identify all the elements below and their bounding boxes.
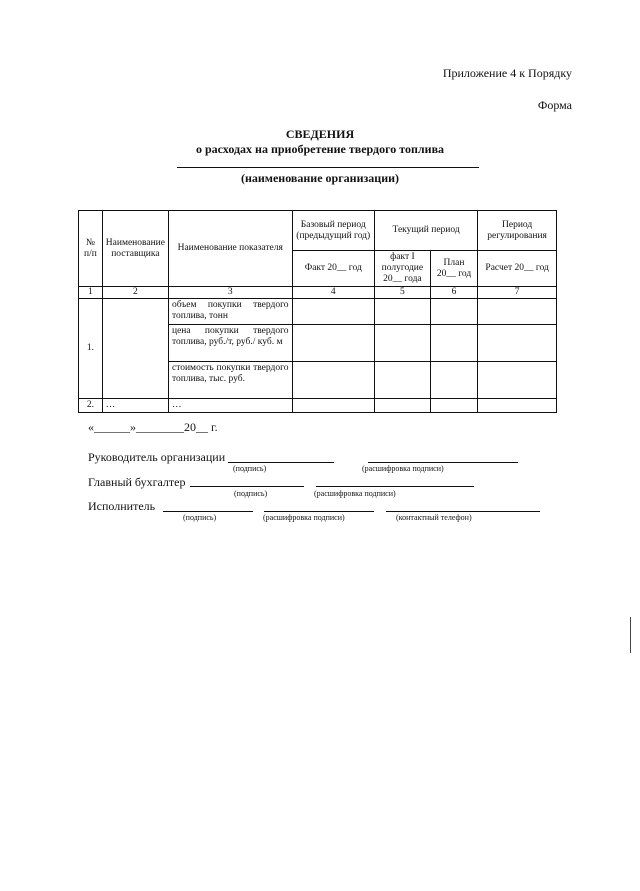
row-2-indicator: … — [168, 399, 292, 413]
indicator-price: цена покупки твердого топлива, руб./т, руб./ куб. м — [168, 325, 292, 362]
accountant-decode-line — [316, 486, 474, 487]
scan-edge-mark — [630, 617, 631, 653]
cell-empty — [292, 299, 374, 325]
header-regulation-period: Период регулирования — [478, 211, 557, 251]
head-sign-caption: (подпись) — [233, 464, 267, 473]
indicator-cost: стоимость покупки твердого топлива, тыс. руб. — [168, 362, 292, 399]
head-decode-caption: (расшифровка подписи) — [362, 464, 444, 473]
title-line-1: СВЕДЕНИЯ — [285, 127, 355, 141]
cell-empty — [430, 362, 477, 399]
header-base-fact: Факт 20__ год — [292, 251, 374, 287]
header-regulation-calc: Расчет 20__ год — [478, 251, 557, 287]
executor-phone-line — [386, 511, 540, 512]
cell-empty — [430, 299, 477, 325]
organization-caption: (наименование организации) — [240, 171, 400, 185]
cell-empty — [478, 325, 557, 362]
cell-empty — [430, 325, 477, 362]
document-title — [0, 127, 640, 157]
header-current-fact: факт I полугодие 20__ года — [374, 251, 430, 287]
form-label: Форма — [537, 98, 572, 112]
cell-empty — [374, 399, 430, 413]
title-line-2: о расходах на приобретение твердого топлива — [195, 142, 445, 156]
col-number: 5 — [374, 287, 430, 299]
cell-empty — [374, 362, 430, 399]
accountant-sign-caption: (подпись) — [234, 489, 268, 498]
annex-reference: Приложение 4 к Порядку — [442, 66, 572, 80]
head-decode-line — [368, 462, 518, 463]
cell-empty — [374, 299, 430, 325]
cell-empty — [374, 325, 430, 362]
executor-decode-line — [264, 511, 374, 512]
header-num: № п/п — [79, 211, 103, 287]
header-current-plan: План 20__ год — [430, 251, 477, 287]
cell-empty — [478, 362, 557, 399]
cell-empty — [478, 399, 557, 413]
row-2-num: 2. — [79, 399, 103, 413]
head-label: Руководитель организации — [88, 450, 226, 464]
executor-phone-caption: (контактный телефон) — [396, 513, 472, 522]
col-number: 3 — [168, 287, 292, 299]
organization-name-line — [177, 167, 479, 168]
executor-sign-caption: (подпись) — [183, 513, 217, 522]
cell-empty — [292, 362, 374, 399]
cell-empty — [478, 299, 557, 325]
head-sign-line — [228, 462, 334, 463]
accountant-sign-line — [190, 486, 304, 487]
row-1-num: 1. — [79, 299, 103, 399]
row-2-supplier: … — [102, 399, 168, 413]
header-indicator: Наименование показателя — [168, 211, 292, 287]
header-current-period: Текущий период — [374, 211, 477, 251]
col-number: 1 — [79, 287, 103, 299]
fuel-expenses-table — [78, 210, 557, 413]
executor-label: Исполнитель — [88, 499, 156, 513]
date-line: «______»________20__ г. — [88, 420, 218, 434]
header-supplier: Наименование поставщика — [102, 211, 168, 287]
accountant-label: Главный бухгалтер — [88, 475, 186, 489]
cell-empty — [292, 399, 374, 413]
accountant-decode-caption: (расшифровка подписи) — [314, 489, 396, 498]
cell-empty — [292, 325, 374, 362]
col-number: 4 — [292, 287, 374, 299]
row-1-supplier — [102, 299, 168, 399]
executor-sign-line — [163, 511, 253, 512]
col-number: 6 — [430, 287, 477, 299]
col-number: 7 — [478, 287, 557, 299]
indicator-volume: объем покупки твердого топлива, тонн — [168, 299, 292, 325]
header-base-period: Базовый период (предыдущий год) — [292, 211, 374, 251]
col-number: 2 — [102, 287, 168, 299]
cell-empty — [430, 399, 477, 413]
executor-decode-caption: (расшифровка подписи) — [263, 513, 345, 522]
